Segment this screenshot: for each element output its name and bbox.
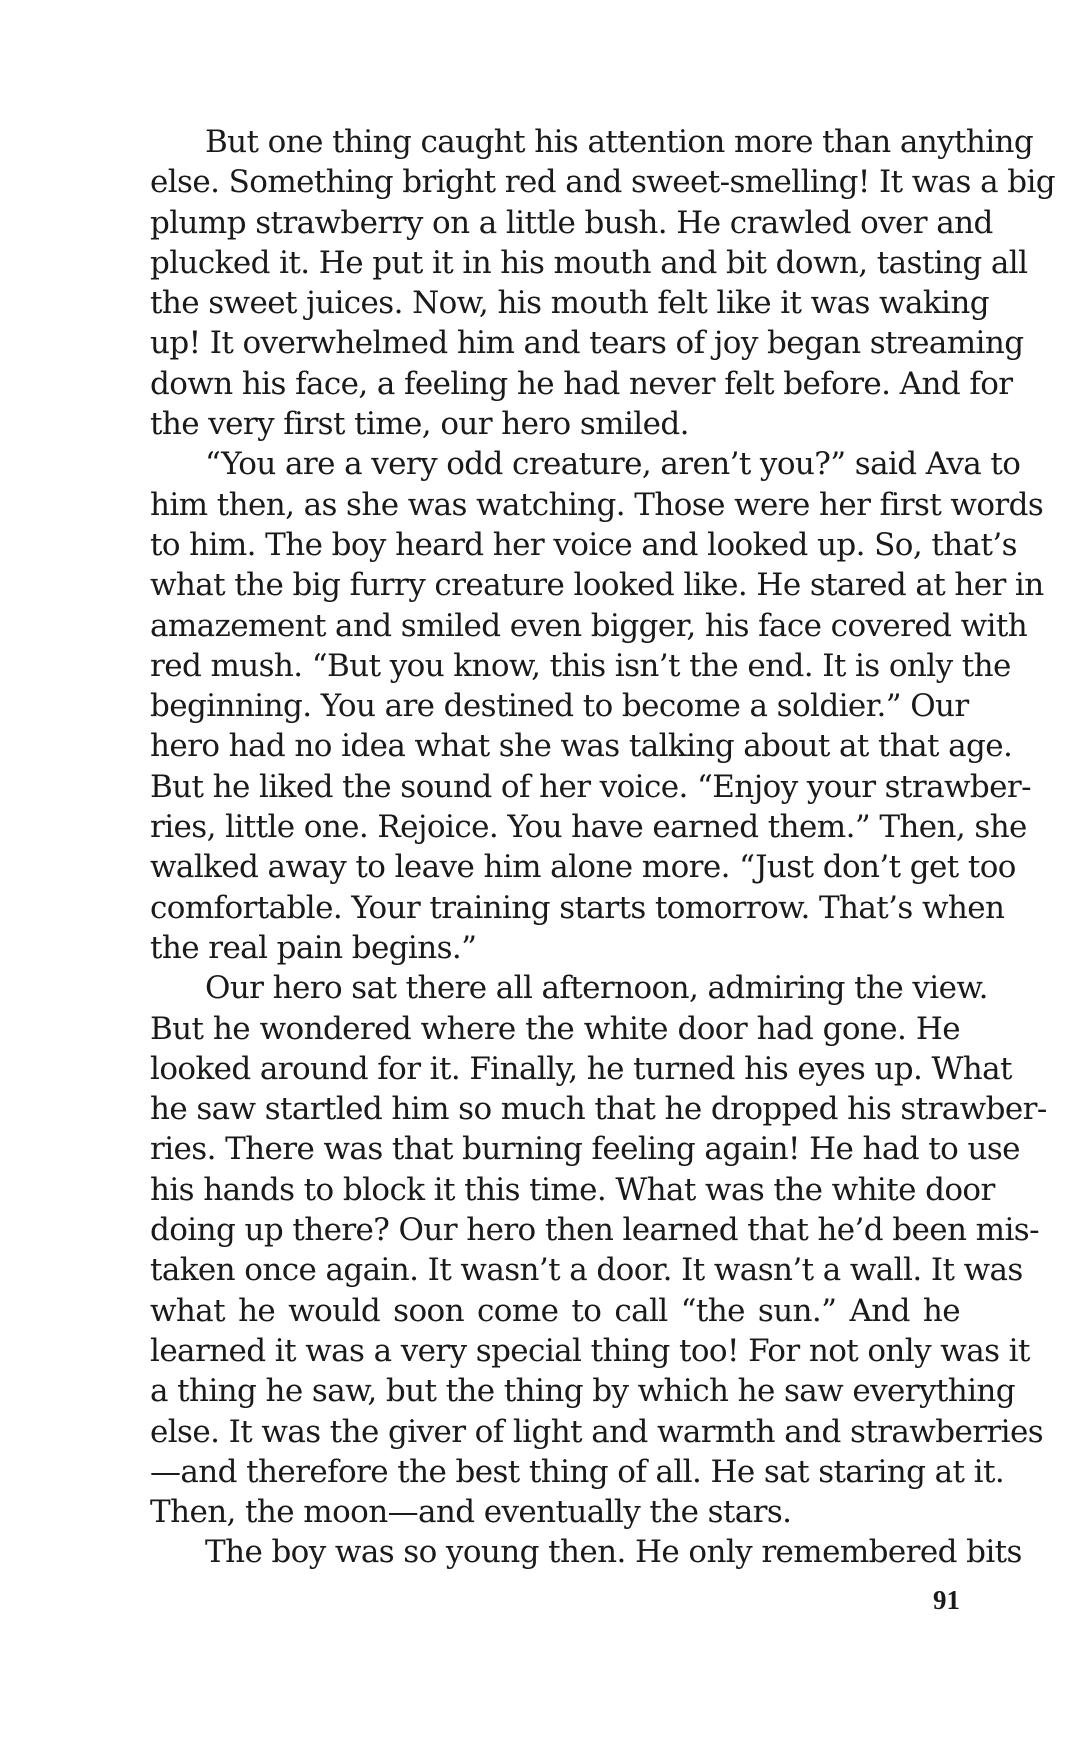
text-line: Then, the moon—and eventually the stars. bbox=[150, 1494, 792, 1531]
page-number: 91 bbox=[933, 1585, 960, 1615]
text-line: else. It was the giver of light and warmth and strawberries bbox=[150, 1413, 1044, 1450]
text-line: his hands to block it this time. What was the white door bbox=[150, 1171, 995, 1208]
text-line: The boy was so young then. He only remembered bits bbox=[205, 1534, 1022, 1571]
text-line: ries. There was that burning feeling again! He had to use bbox=[150, 1131, 1020, 1168]
text-line: he saw startled him so much that he dropped his strawber- bbox=[150, 1091, 1047, 1128]
book-page-body bbox=[150, 122, 1056, 1573]
text-line: him then, as she was watching. Those were her first words bbox=[150, 486, 1044, 523]
text-line: up! It overwhelmed him and tears of joy began streaming bbox=[150, 325, 1024, 362]
text-line: But he liked the sound of her voice. “Enjoy your strawber- bbox=[150, 768, 1031, 805]
text-line: learned it was a very special thing too! For not only was it bbox=[150, 1332, 1030, 1369]
text-line: plucked it. He put it in his mouth and bit down, tasting all bbox=[150, 244, 1028, 281]
text-line: the real pain begins.” bbox=[150, 929, 477, 966]
text-line: the very first time, our hero smiled. bbox=[150, 406, 689, 443]
text-line: looked around for it. Finally, he turned his eyes up. What bbox=[150, 1050, 1012, 1087]
text-line: comfortable. Your training starts tomorrow. That’s when bbox=[150, 889, 1005, 926]
text-line: beginning. You are destined to become a soldier.” Our bbox=[150, 688, 969, 725]
paragraph bbox=[150, 122, 1056, 444]
paragraph bbox=[150, 1532, 1022, 1572]
text-line: Our hero sat there all afternoon, admiring the view. bbox=[205, 970, 988, 1007]
text-line: amazement and smiled even bigger, his face covered with bbox=[150, 607, 1028, 644]
text-line: But he wondered where the white door had gone. He bbox=[150, 1010, 960, 1047]
text-line: red mush. “But you know, this isn’t the end. It is only the bbox=[150, 647, 1011, 684]
text-line: what he would soon come to call “the sun.” And he bbox=[150, 1292, 960, 1329]
text-line: down his face, a feeling he had never felt before. And for bbox=[150, 365, 1013, 402]
text-line: —and therefore the best thing of all. He sat staring at it. bbox=[150, 1453, 1005, 1490]
text-line: plump strawberry on a little bush. He crawled over and bbox=[150, 204, 993, 241]
text-line: walked away to leave him alone more. “Just don’t get too bbox=[150, 849, 1016, 886]
text-line: But one thing caught his attention more than anything bbox=[205, 124, 1034, 160]
text-line: the sweet juices. Now, his mouth felt like it was waking bbox=[150, 285, 989, 322]
text-line: “You are a very odd creature, aren’t you?” said Ava to bbox=[205, 446, 1021, 483]
text-line: ries, little one. Rejoice. You have earned them.” Then, she bbox=[150, 809, 1027, 846]
paragraph bbox=[150, 444, 1044, 968]
text-line: else. Something bright red and sweet-smelling! It was a big bbox=[150, 164, 1056, 201]
text-line: hero had no idea what she was talking about at that age. bbox=[150, 728, 1013, 765]
paragraph bbox=[150, 968, 1047, 1532]
text-line: to him. The boy heard her voice and looked up. So, that’s bbox=[150, 526, 1017, 563]
text-line: what the big furry creature looked like. He stared at her in bbox=[150, 567, 1044, 604]
text-line: taken once again. It wasn’t a door. It wasn’t a wall. It was bbox=[150, 1252, 1023, 1289]
text-line: doing up there? Our hero then learned that he’d been mis- bbox=[150, 1212, 1039, 1249]
text-line: a thing he saw, but the thing by which he saw everything bbox=[150, 1373, 1016, 1410]
